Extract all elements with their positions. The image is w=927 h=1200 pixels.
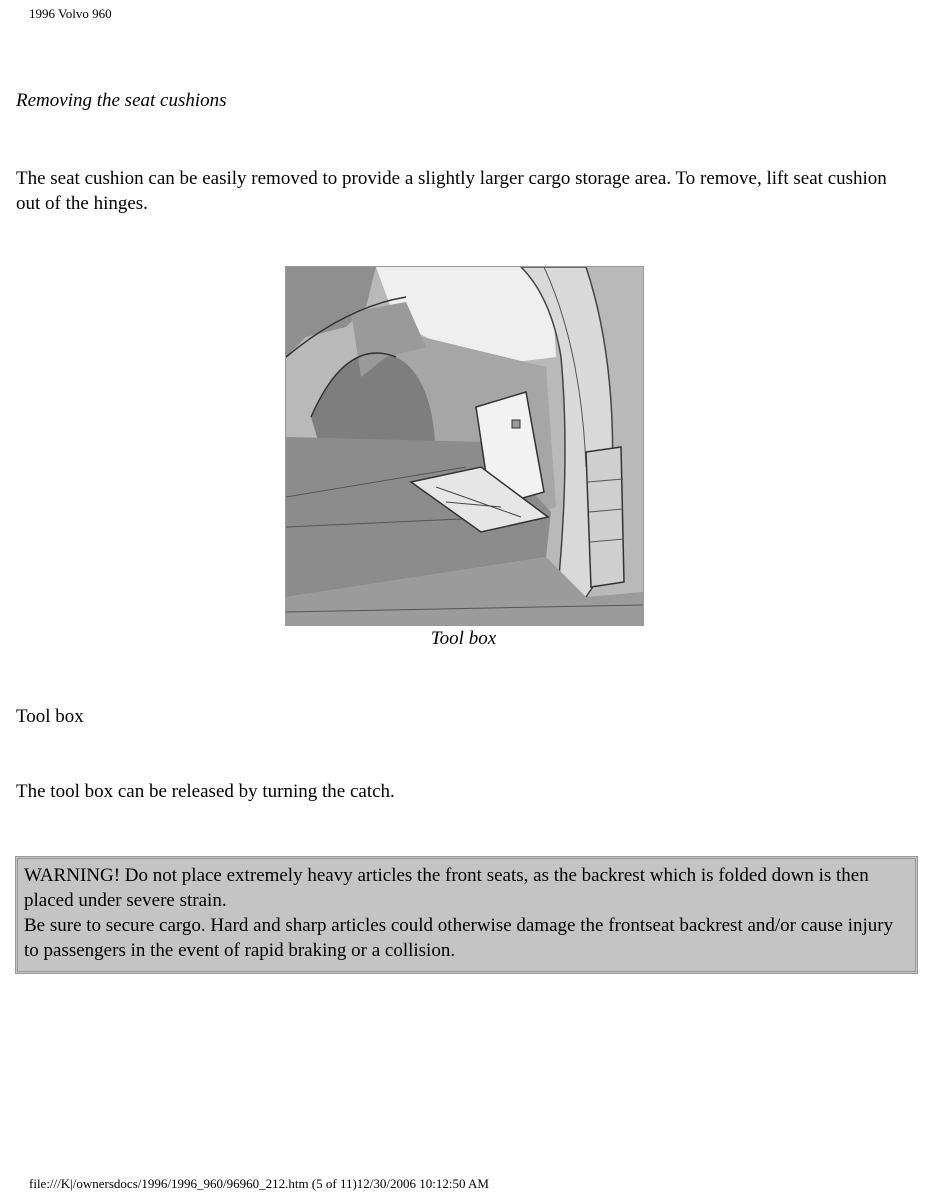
warning-line-2: Be sure to secure cargo. Hard and sharp articles could otherwise damage the frontseat backrest and/or cause injury to passengers in the event of rapid braking or a collision. xyxy=(24,915,894,961)
warning-line-1: WARNING! Do not place extremely heavy articles the front seats, as the backrest which is folded down is then placed under severe strain. xyxy=(24,865,869,911)
cargo-area-illustration xyxy=(285,266,644,626)
seat-cushion-paragraph: The seat cushion can be easily removed to provide a slightly larger cargo storage area. To remove, lift seat cushion out of the hinges. xyxy=(16,168,887,214)
tool-box-illustration xyxy=(286,267,643,625)
section-title: Removing the seat cushions xyxy=(16,90,227,111)
warning-box xyxy=(15,856,918,974)
tool-box-paragraph: The tool box can be released by turning the catch. xyxy=(16,781,395,802)
page-header: 1996 Volvo 960 xyxy=(29,6,112,21)
figure-caption: Tool box xyxy=(430,628,497,649)
page-footer: file:///K|/ownersdocs/1996/1996_960/96960_212.htm (5 of 11)12/30/2006 10:12:50 AM xyxy=(29,1176,489,1191)
tool-box-subheading: Tool box xyxy=(16,706,84,727)
